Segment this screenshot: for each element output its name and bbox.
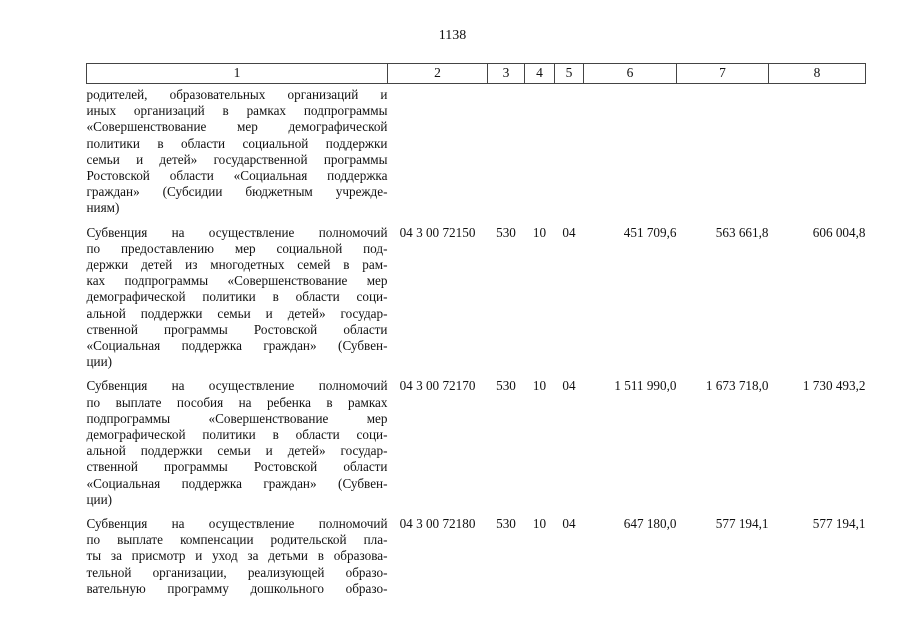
table-row [87, 219, 866, 373]
description-line: иных организаций в рамках подпрограммы [86, 103, 388, 119]
description-cell [87, 372, 388, 510]
header-cell: 8 [769, 64, 866, 84]
table-row [87, 84, 866, 219]
description-line: «Социальная поддержка граждан» (Субвен- [86, 475, 388, 491]
table-row [87, 510, 866, 599]
header-row [87, 64, 866, 84]
budget-code-cell: 04 3 00 72150 [399, 224, 476, 240]
description-line: Субвенция на осуществление полномочий [86, 224, 388, 240]
budget-code-cell: 04 3 00 72180 [399, 516, 476, 532]
section-cell [525, 84, 555, 219]
header-cell: 7 [677, 64, 769, 84]
table-row [87, 372, 866, 510]
header-cell: 5 [555, 64, 584, 84]
header-cell: 6 [584, 64, 677, 84]
description-line: альной поддержки семьи и детей» государ- [86, 443, 388, 459]
subsection-cell [555, 84, 584, 219]
description-cell [87, 510, 388, 599]
description-line: по предоставлению мер социальной под- [86, 240, 388, 256]
description-line: альной поддержки семьи и детей» государ- [86, 305, 388, 321]
subsection-cell: 04 [562, 224, 576, 240]
amount-cell: 1 511 990,0 [614, 378, 677, 394]
description-line: вательную программу дошкольного образо- [86, 580, 388, 596]
description-line: ках подпрограммы «Совершенствование мер [86, 273, 388, 289]
budget-code-cell: 04 3 00 72170 [399, 378, 476, 394]
page-number: 1138 [438, 28, 467, 43]
amount-cell: 451 709,6 [623, 224, 677, 240]
budget-code-cell [388, 84, 488, 219]
section-cell: 10 [532, 516, 547, 532]
description-line: держки детей из многодетных семей в рам- [86, 257, 388, 273]
description-line: родителей, образовательных организаций и [86, 87, 388, 102]
description-line: ции) [86, 354, 113, 370]
description-line: подпрограммы «Совершенствование мер [86, 410, 388, 426]
description-line: ции) [86, 491, 113, 507]
description-line: семьи и детей» государственной программы [86, 151, 388, 167]
expense-type-cell [488, 84, 525, 219]
header-cell: 3 [488, 64, 525, 84]
expense-type-cell: 530 [496, 516, 516, 532]
description-line: «Социальная поддержка граждан» (Субвен- [86, 338, 388, 354]
subsection-cell: 04 [562, 516, 576, 532]
amount-cell: 647 180,0 [623, 516, 677, 532]
amount-cell [677, 84, 769, 219]
amount-cell [769, 84, 866, 219]
expense-type-cell: 530 [496, 224, 516, 240]
amount-cell: 577 194,1 [812, 516, 866, 532]
section-cell: 10 [532, 224, 547, 240]
header-cell: 2 [388, 64, 488, 84]
description-line: Ростовской области «Социальная поддержка [86, 168, 388, 184]
amount-cell: 1 730 493,2 [802, 378, 866, 394]
description-line: тельной организации, реализующей образо- [86, 564, 388, 580]
description-line: демографической политики в области соци- [86, 427, 388, 443]
description-line: Субвенция на осуществление полномочий [86, 516, 388, 532]
description-line: ты за присмотр и уход за детьми в образова- [86, 548, 388, 564]
description-cell [87, 84, 388, 219]
description-line: политики в области социальной поддержки [86, 135, 388, 151]
amount-cell: 563 661,8 [715, 224, 769, 240]
description-line: по выплате компенсации родительской пла- [86, 532, 388, 548]
description-line: ственной программы Ростовской области [86, 459, 388, 475]
amount-cell: 606 004,8 [812, 224, 866, 240]
amount-cell: 1 673 718,0 [705, 378, 769, 394]
header-cell: 1 [87, 64, 388, 84]
header-cell: 4 [525, 64, 555, 84]
description-line: демографической политики в области соци- [86, 289, 388, 305]
amount-cell [584, 84, 677, 219]
description-line: «Совершенствование мер демографической [86, 119, 388, 135]
description-cell [87, 219, 388, 373]
description-line: по выплате пособия на ребенка в рамках [86, 394, 388, 410]
expense-type-cell: 530 [496, 378, 516, 394]
budget-table [86, 63, 866, 599]
amount-cell: 577 194,1 [715, 516, 769, 532]
description-line: граждан» (Субсидии бюджетным учрежде- [86, 184, 388, 200]
description-line: ственной программы Ростовской области [86, 321, 388, 337]
section-cell: 10 [532, 378, 547, 394]
subsection-cell: 04 [562, 378, 576, 394]
description-line: Субвенция на осуществление полномочий [86, 378, 388, 394]
description-line: ниям) [86, 200, 120, 216]
